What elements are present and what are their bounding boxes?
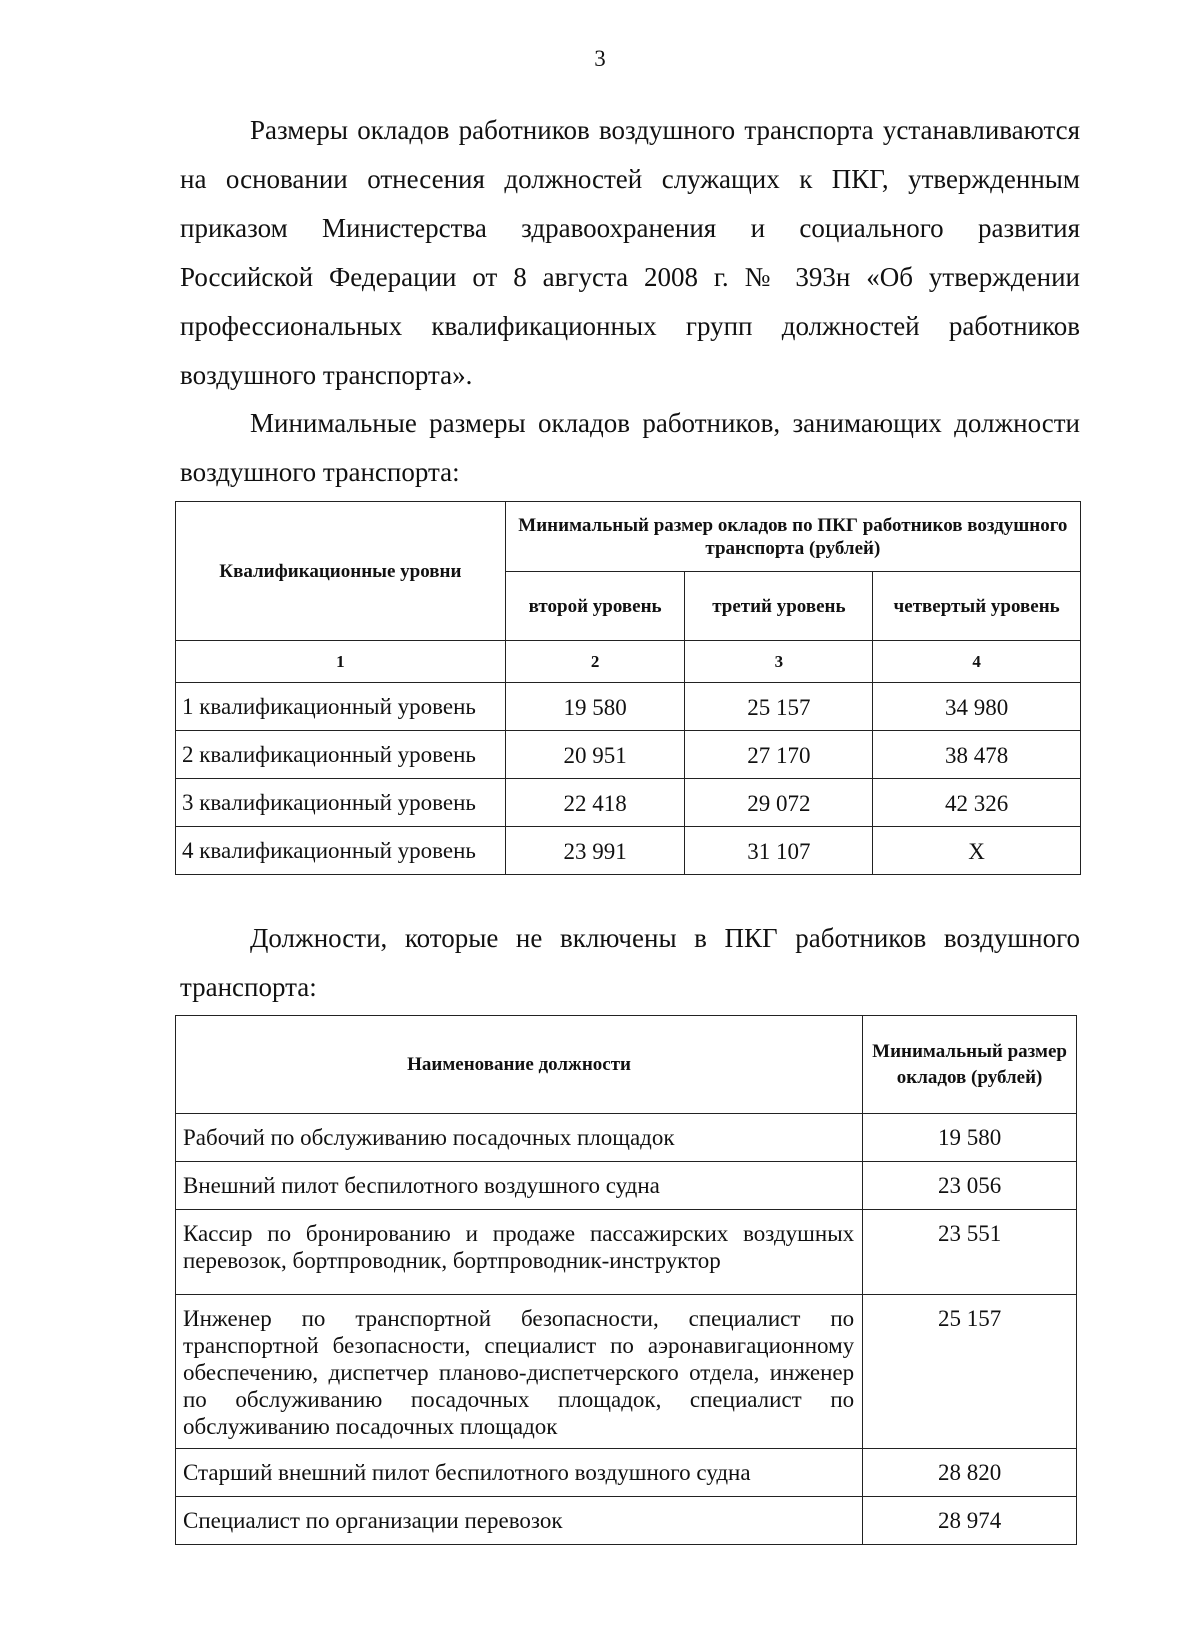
- position-salary: 23 551: [863, 1210, 1077, 1295]
- salary-value: 42 326: [873, 779, 1081, 827]
- position-name: Старший внешний пилот беспилотного воздушного судна: [176, 1449, 863, 1497]
- table-row: [176, 1497, 1077, 1545]
- page-number: 3: [594, 46, 606, 71]
- table-row: [176, 683, 1081, 731]
- salary-value: 31 107: [685, 827, 873, 875]
- column-number: 1: [176, 641, 506, 683]
- column-number: 3: [685, 641, 873, 683]
- header-position-name: Наименование должности: [176, 1016, 863, 1114]
- header-third-level: третий уровень: [685, 572, 873, 641]
- qualification-level: 1 квалификационный уровень: [176, 683, 506, 731]
- position-salary: 19 580: [863, 1114, 1077, 1162]
- table-row: [176, 1114, 1077, 1162]
- position-salary: 28 974: [863, 1497, 1077, 1545]
- paragraph-non-pkg-positions: Должности, которые не включены в ПКГ работников воздушного транспорта:: [180, 923, 1080, 1002]
- table-row: [176, 1295, 1077, 1449]
- header-fourth-level: четвертый уровень: [873, 572, 1081, 641]
- position-salary: 23 056: [863, 1162, 1077, 1210]
- table-row: [176, 827, 1081, 875]
- position-name: Рабочий по обслуживанию посадочных площадок: [176, 1114, 863, 1162]
- table-row: [176, 1162, 1077, 1210]
- qualification-level: 2 квалификационный уровень: [176, 731, 506, 779]
- header-min-salary-group: Минимальный размер окладов по ПКГ работников воздушного транспорта (рублей): [505, 502, 1080, 572]
- salary-value: 38 478: [873, 731, 1081, 779]
- column-number: 2: [505, 641, 685, 683]
- header-second-level: второй уровень: [505, 572, 685, 641]
- position-name: Кассир по бронированию и продаже пассажирских воздушных перевозок, бортпроводник, бортпроводник-инструктор: [176, 1210, 863, 1295]
- salary-value: 22 418: [505, 779, 685, 827]
- salary-value: 20 951: [505, 731, 685, 779]
- salary-value: 19 580: [505, 683, 685, 731]
- qualification-level: 3 квалификационный уровень: [176, 779, 506, 827]
- salary-value: 27 170: [685, 731, 873, 779]
- salary-value: X: [873, 827, 1081, 875]
- table-row: [176, 1210, 1077, 1295]
- salary-value: 23 991: [505, 827, 685, 875]
- salary-value: 25 157: [685, 683, 873, 731]
- position-salary: 25 157: [863, 1295, 1077, 1449]
- paragraph-min-salaries-intro: Минимальные размеры окладов работников, занимающих должности воздушного транспорта:: [180, 408, 1080, 487]
- position-name: Инженер по транспортной безопасности, специалист по транспортной безопасности, специалист по аэронавигационному обеспечению, диспетчер планово-диспетчерского отдела, инженер по обслуживанию посадочных площадок, специалист по обслуживанию посадочных площадок: [176, 1295, 863, 1449]
- table-row: [176, 779, 1081, 827]
- salary-value: 34 980: [873, 683, 1081, 731]
- table-row: [176, 731, 1081, 779]
- header-min-salary: Минимальный размер окладов (рублей): [863, 1016, 1077, 1114]
- header-qualification-levels: Квалификационные уровни: [176, 502, 506, 641]
- paragraph-salary-basis: Размеры окладов работников воздушного транспорта устанавливаются на основании отнесения должностей служащих к ПКГ, утвержденным приказом Министерства здравоохранения и социального развития Российской Федерации от 8 августа 2008 г. № 393н «Об утверждении профессиональных квалификационных групп должностей работников воздушного транспорта».: [180, 115, 1080, 390]
- table-row: [176, 1449, 1077, 1497]
- position-name: Внешний пилот беспилотного воздушного судна: [176, 1162, 863, 1210]
- positions-salary-table: [175, 1015, 1077, 1545]
- qualification-salary-table: [175, 501, 1081, 875]
- column-number: 4: [873, 641, 1081, 683]
- salary-value: 29 072: [685, 779, 873, 827]
- qualification-level: 4 квалификационный уровень: [176, 827, 506, 875]
- position-salary: 28 820: [863, 1449, 1077, 1497]
- position-name: Специалист по организации перевозок: [176, 1497, 863, 1545]
